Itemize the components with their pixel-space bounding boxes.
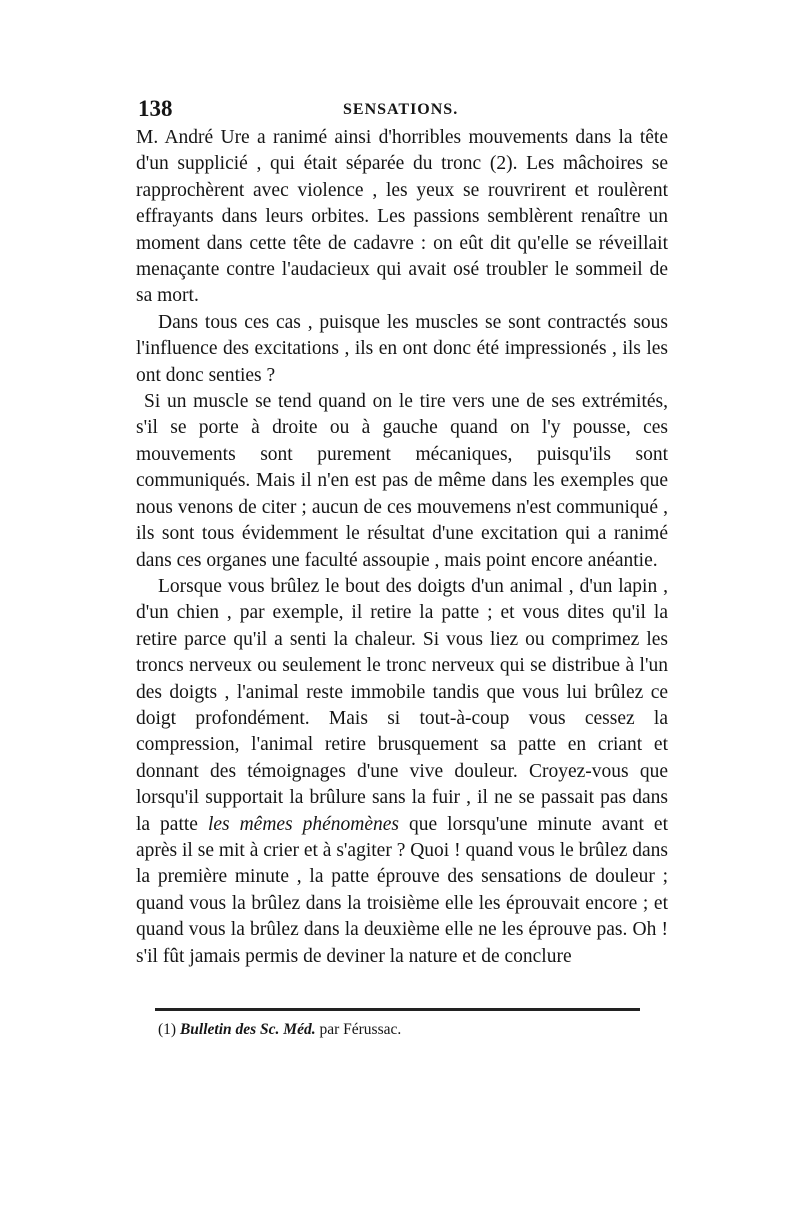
footnote-marker: (1) [158, 1021, 177, 1038]
footnote [158, 1021, 401, 1039]
paragraph-4 [136, 574, 668, 970]
running-head [138, 96, 666, 126]
footnote-rule [155, 1008, 640, 1011]
footnote-rest: par Férussac. [319, 1021, 402, 1038]
paragraph-4-emphasis: les mêmes phénomènes [207, 813, 400, 835]
running-title: SENSATIONS. [343, 101, 459, 118]
body-text [136, 125, 668, 970]
paragraph-2: Dans tous ces cas , puisque les muscles se sont contractés sous l'influence des excitations , ils en ont donc été impressionés , ils les ont donc senties ? [136, 311, 668, 386]
page-number: 138 [138, 96, 173, 121]
paragraph-3: Si un muscle se tend quand on le tire vers une de ses extrémités, s'il se porte à droite ou à gauche quand on l'y pousse, ces mouvements sont purement mécaniques, puisqu'ils sont communiqués. Mais il n'en est pas de même dans les exemples que nous venons de citer ; aucun de ces mouvemens n'est communiqué , ils sont tous évidemment le résultat d'une excitation qui a ranimé dans ces organes une faculté assoupie , mais point encore anéantie. [136, 391, 668, 571]
paragraph-1: M. André Ure a ranimé ainsi d'horribles mouvements dans la tête d'un supplicié , qui était séparée du tronc (2). Les mâchoires se rapprochèrent avec violence , les yeux se rouvrirent et roulèrent effrayants dans leurs orbites. Les passions semblèrent renaître un moment dans cette tête de cadavre : on eût dit qu'elle se réveillait menaçante contre l'audacieux qui avait osé troubler le sommeil de sa mort. [136, 127, 668, 307]
paragraph-4-text-b: que lorsqu'une minute avant et après il se mit à crier et à s'agiter ? Quoi ! quand vous le brûlez dans la première minute , la patte éprouve des sensations de douleur ; quand vous la brûlez dans la troisième elle les éprouvait encore ; et quand vous la brûlez dans la deuxième elle ne les éprouve pas. Oh ! s'il fût jamais permis de deviner la nature et de conclure [136, 813, 668, 967]
paragraph-4-text-a: Lorsque vous brûlez le bout des doigts d'un animal , d'un lapin , d'un chien , par exemple, il retire la patte ; et vous dites qu'il la retire parce qu'il a senti la chaleur. Si vous liez ou comprimez les troncs nerveux ou seulement le tronc nerveux qui se distribue à l'un des doigts , l'animal reste immobile tandis que vous lui brûlez ce doigt profondément. Mais si tout-à-coup vous cessez la compression, l'animal retire brusquement sa patte en criant et donnant des témoignages d'une vive douleur. Croyez-vous que lorsqu'il supportait la brûlure sans la fuir , il ne se passait pas dans la patte [136, 575, 668, 835]
footnote-title: Bulletin des Sc. Méd. [179, 1021, 316, 1038]
